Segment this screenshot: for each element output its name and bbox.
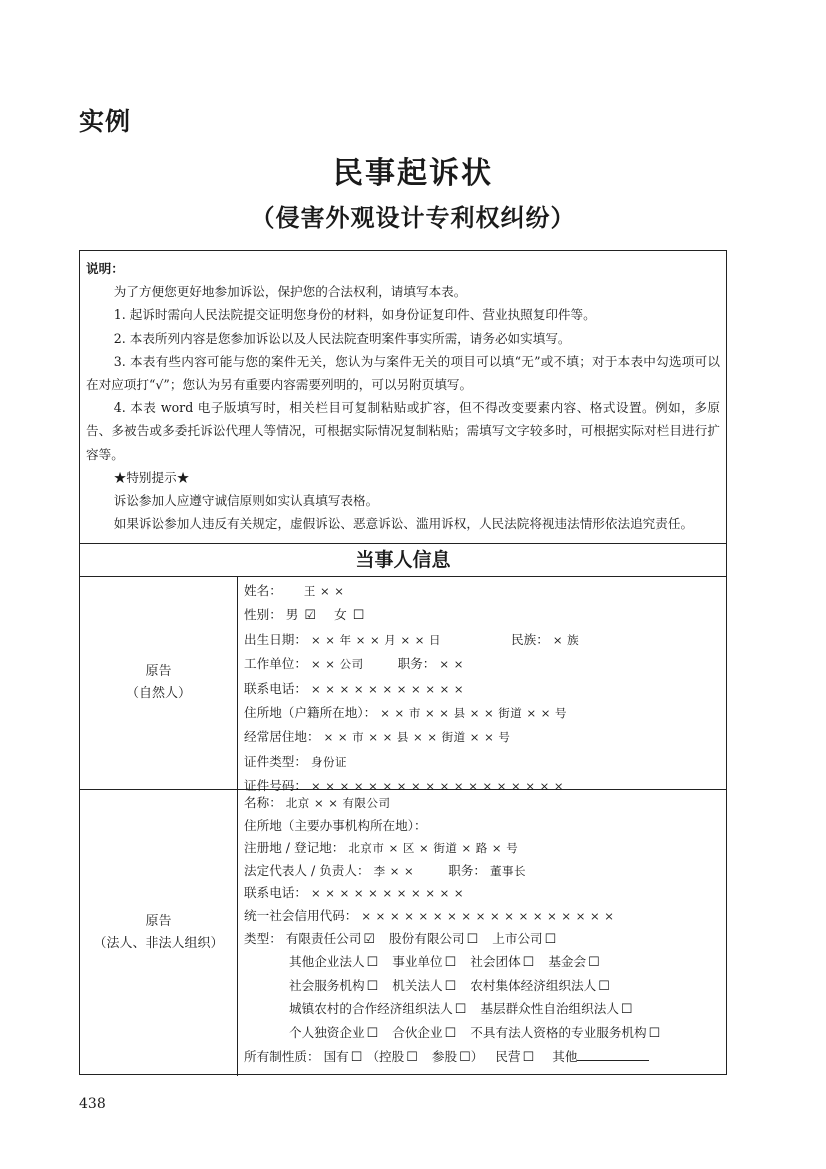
field-label: 职务： bbox=[397, 656, 436, 672]
section-label: 实例 bbox=[79, 107, 132, 136]
ownership-option-label: 国有 bbox=[323, 1048, 349, 1064]
instruction-paragraph: 1. 起诉时需向人民法院提交证明您身份的材料，如身份证复印件、营业执照复印件等。 bbox=[113, 307, 596, 323]
birth-row bbox=[244, 628, 722, 652]
instruction-paragraph: 诉讼参加人应遵守诚信原则如实认真填写表格。 bbox=[113, 493, 379, 509]
label-line: （法人、非法人组织） bbox=[93, 936, 224, 951]
field-label: 住所地（主要办事机构所在地）： bbox=[244, 817, 427, 833]
type-option-label: 有限责任公司 bbox=[285, 930, 362, 946]
field-label: 注册地 / 登记地： bbox=[244, 840, 345, 856]
field-label: 性别： bbox=[244, 607, 282, 623]
type-checkbox[interactable]: ☐ bbox=[598, 978, 610, 994]
natural-plaintiff-block bbox=[80, 577, 726, 794]
name-field[interactable]: 王 × × bbox=[303, 584, 345, 598]
ownership-option-label: 参股 bbox=[431, 1048, 458, 1064]
instruction-paragraph: 4. 本表 word 电子版填写时，相关栏目可复制粘贴或扩容，但不得改变要素内容、格式设置。例如，多原告、多被告或多委托诉讼代理人等情况，可根据实际情况复制粘贴；需填写文字较多时，可根据实际对栏目进行扩容等。 bbox=[86, 400, 720, 462]
position-field[interactable]: × × bbox=[439, 657, 464, 672]
type-checkbox[interactable]: ☐ bbox=[522, 955, 535, 971]
field-label: 民族： bbox=[511, 631, 549, 647]
share-checkbox[interactable]: ☐ bbox=[459, 1049, 471, 1065]
phone-field[interactable]: × × × × × × × × × × × bbox=[310, 681, 465, 696]
natural-plaintiff-label bbox=[80, 577, 238, 789]
instruction-paragraph: 为了方便您更好地参加诉讼，保护您的合法权利，请填写本表。 bbox=[113, 284, 467, 300]
page-number: 438 bbox=[79, 1096, 106, 1112]
org-address-row bbox=[244, 815, 722, 838]
type-row bbox=[244, 951, 722, 975]
id-type-row bbox=[244, 750, 722, 774]
work-unit-field[interactable]: × × 公司 bbox=[310, 657, 364, 672]
type-option-label: 农村集体经济组织法人 bbox=[470, 977, 597, 993]
type-checkbox[interactable]: ☐ bbox=[444, 1025, 457, 1041]
ownership-row bbox=[244, 1046, 722, 1070]
instruction-paragraph: 3. 本表有些内容可能与您的案件无关，您认为与案件无关的项目可以填“无”或不填；对于本表中勾选项可以在对应项打“√”；您认为另有重要内容需要列明的，可以另附页填写。 bbox=[86, 353, 720, 393]
complaint-form bbox=[79, 250, 727, 1075]
phone-row bbox=[244, 677, 722, 701]
work-row bbox=[244, 652, 722, 676]
representative-position-field[interactable]: 董事长 bbox=[490, 863, 527, 878]
field-label: 统一社会信用代码： bbox=[244, 907, 358, 923]
field-label: 法定代表人 / 负责人： bbox=[244, 862, 370, 878]
credit-code-row bbox=[244, 905, 722, 928]
field-label: 证件类型： bbox=[244, 753, 307, 769]
name-row bbox=[244, 579, 722, 603]
male-checkbox[interactable]: ☑ bbox=[304, 608, 317, 624]
label-line: （自然人） bbox=[125, 686, 191, 701]
org-phone-field[interactable]: × × × × × × × × × × × bbox=[310, 886, 465, 901]
female-checkbox[interactable]: ☐ bbox=[352, 608, 365, 624]
ethnicity-field[interactable]: × 族 bbox=[552, 632, 580, 647]
id-number-field[interactable]: × × × × × × × × × × × × × × × × × × bbox=[310, 779, 565, 794]
field-label: 所有制性质： bbox=[244, 1048, 320, 1064]
type-option-label: 城镇农村的合作经济组织法人 bbox=[289, 1001, 453, 1017]
ownership-option-label: 其他 bbox=[552, 1048, 578, 1064]
org-plaintiff-block bbox=[80, 790, 726, 1076]
gender-row bbox=[244, 603, 722, 627]
instruction-paragraph: 2. 本表所列内容是您参加诉讼以及人民法院查明案件事实所需，请务必如实填写。 bbox=[113, 330, 571, 346]
type-option-label: 股份有限公司 bbox=[389, 930, 465, 946]
type-row bbox=[244, 998, 722, 1022]
residence-field[interactable]: × × 市 × × 县 × × 街道 × × 号 bbox=[380, 706, 568, 721]
private-checkbox[interactable]: ☐ bbox=[522, 1049, 535, 1065]
document-title: 民事起诉状 bbox=[333, 156, 493, 191]
type-checkbox[interactable]: ☐ bbox=[620, 1002, 633, 1018]
org-name-field[interactable]: 北京 × × 有限公司 bbox=[285, 796, 391, 810]
type-option-label: 机关法人 bbox=[392, 977, 443, 993]
representative-field[interactable]: 李 × × bbox=[373, 863, 415, 878]
field-label: 出生日期： bbox=[244, 631, 307, 647]
type-checkbox[interactable]: ☐ bbox=[366, 978, 379, 994]
type-option-label: 个人独资企业 bbox=[289, 1024, 365, 1040]
label-line: 原告 bbox=[145, 664, 172, 679]
registration-field[interactable]: 北京市 × 区 × 街道 × 路 × 号 bbox=[348, 841, 519, 856]
label-line: 原告 bbox=[145, 914, 172, 929]
type-option-label: 其他企业法人 bbox=[289, 954, 365, 970]
type-option-label: 基层群众性自治组织法人 bbox=[480, 1001, 619, 1017]
field-label: 姓名： bbox=[244, 583, 282, 598]
type-row bbox=[244, 975, 722, 999]
holding-checkbox[interactable]: ☐ bbox=[406, 1049, 418, 1065]
representative-row bbox=[244, 860, 722, 883]
org-phone-row bbox=[244, 882, 722, 905]
instruction-paragraph: 如果诉讼参加人违反有关规定，虚假诉讼、恶意诉讼、滥用诉权，人民法院将视违法情形依法追究责任。 bbox=[113, 516, 694, 532]
type-option-label: 不具有法人资格的专业服务机构 bbox=[470, 1024, 647, 1040]
birth-date-field[interactable]: × × 年 × × 月 × × 日 bbox=[310, 632, 442, 647]
type-checkbox[interactable]: ☐ bbox=[544, 931, 557, 947]
type-option-label: 事业单位 bbox=[392, 954, 443, 970]
field-label: 职务： bbox=[448, 862, 487, 878]
party-section-title: 当事人信息 bbox=[80, 543, 726, 577]
type-row bbox=[244, 928, 722, 952]
residence-row bbox=[244, 701, 722, 725]
type-checkbox[interactable]: ☑ bbox=[363, 931, 376, 947]
type-option-label: 合伙企业 bbox=[392, 1024, 443, 1040]
ownership-option-label: 民营 bbox=[495, 1048, 521, 1064]
field-label: 工作单位： bbox=[244, 656, 307, 672]
ownership-option-label: （控股 bbox=[366, 1048, 405, 1064]
field-label: 经常居住地： bbox=[244, 729, 320, 745]
special-notice-heading: ★特别提示★ bbox=[113, 469, 190, 485]
type-option-label: 社会团体 bbox=[470, 954, 521, 970]
field-label: 类型： bbox=[244, 930, 282, 946]
credit-code-field[interactable]: × × × × × × × × × × × × × × × × × × bbox=[361, 908, 615, 923]
habitual-residence-field[interactable]: × × 市 × × 县 × × 街道 × × 号 bbox=[323, 730, 511, 745]
option-label: 女 bbox=[334, 607, 347, 623]
type-option-label: 基金会 bbox=[548, 954, 587, 970]
option-label: 男 bbox=[285, 607, 299, 623]
registration-row bbox=[244, 837, 722, 860]
org-plaintiff-label bbox=[80, 790, 238, 1076]
type-checkbox[interactable]: ☐ bbox=[454, 1002, 467, 1018]
type-checkbox[interactable]: ☐ bbox=[444, 978, 457, 994]
instructions bbox=[80, 251, 726, 543]
document-subtitle: （侵害外观设计专利权纠纷） bbox=[250, 203, 576, 232]
type-checkbox[interactable]: ☐ bbox=[466, 931, 479, 947]
field-label: 名称： bbox=[244, 795, 282, 810]
type-option-label: 社会服务机构 bbox=[289, 977, 365, 993]
natural-plaintiff-fields bbox=[244, 579, 722, 799]
type-checkbox[interactable]: ☐ bbox=[588, 955, 600, 971]
type-option-label: 上市公司 bbox=[492, 930, 543, 946]
type-checkbox[interactable]: ☐ bbox=[366, 955, 379, 971]
type-checkbox[interactable]: ☐ bbox=[444, 955, 457, 971]
type-checkbox[interactable]: ☐ bbox=[648, 1025, 661, 1041]
field-label: 联系电话： bbox=[244, 680, 307, 696]
org-name-row bbox=[244, 792, 722, 815]
type-checkbox[interactable]: ☐ bbox=[366, 1025, 379, 1041]
type-row bbox=[244, 1022, 722, 1046]
field-label: 证件号码： bbox=[244, 778, 307, 794]
field-label: 住所地（户籍所在地）： bbox=[244, 705, 377, 721]
other-ownership-field[interactable] bbox=[577, 1048, 649, 1061]
field-label: 联系电话： bbox=[244, 885, 307, 901]
state-owned-checkbox[interactable]: ☐ bbox=[350, 1049, 363, 1065]
org-plaintiff-fields bbox=[244, 792, 722, 1069]
instructions-heading: 说明： bbox=[86, 261, 124, 276]
ownership-option-label: ） bbox=[470, 1048, 484, 1064]
id-type-field[interactable]: 身份证 bbox=[310, 754, 347, 769]
habitual-residence-row bbox=[244, 725, 722, 749]
